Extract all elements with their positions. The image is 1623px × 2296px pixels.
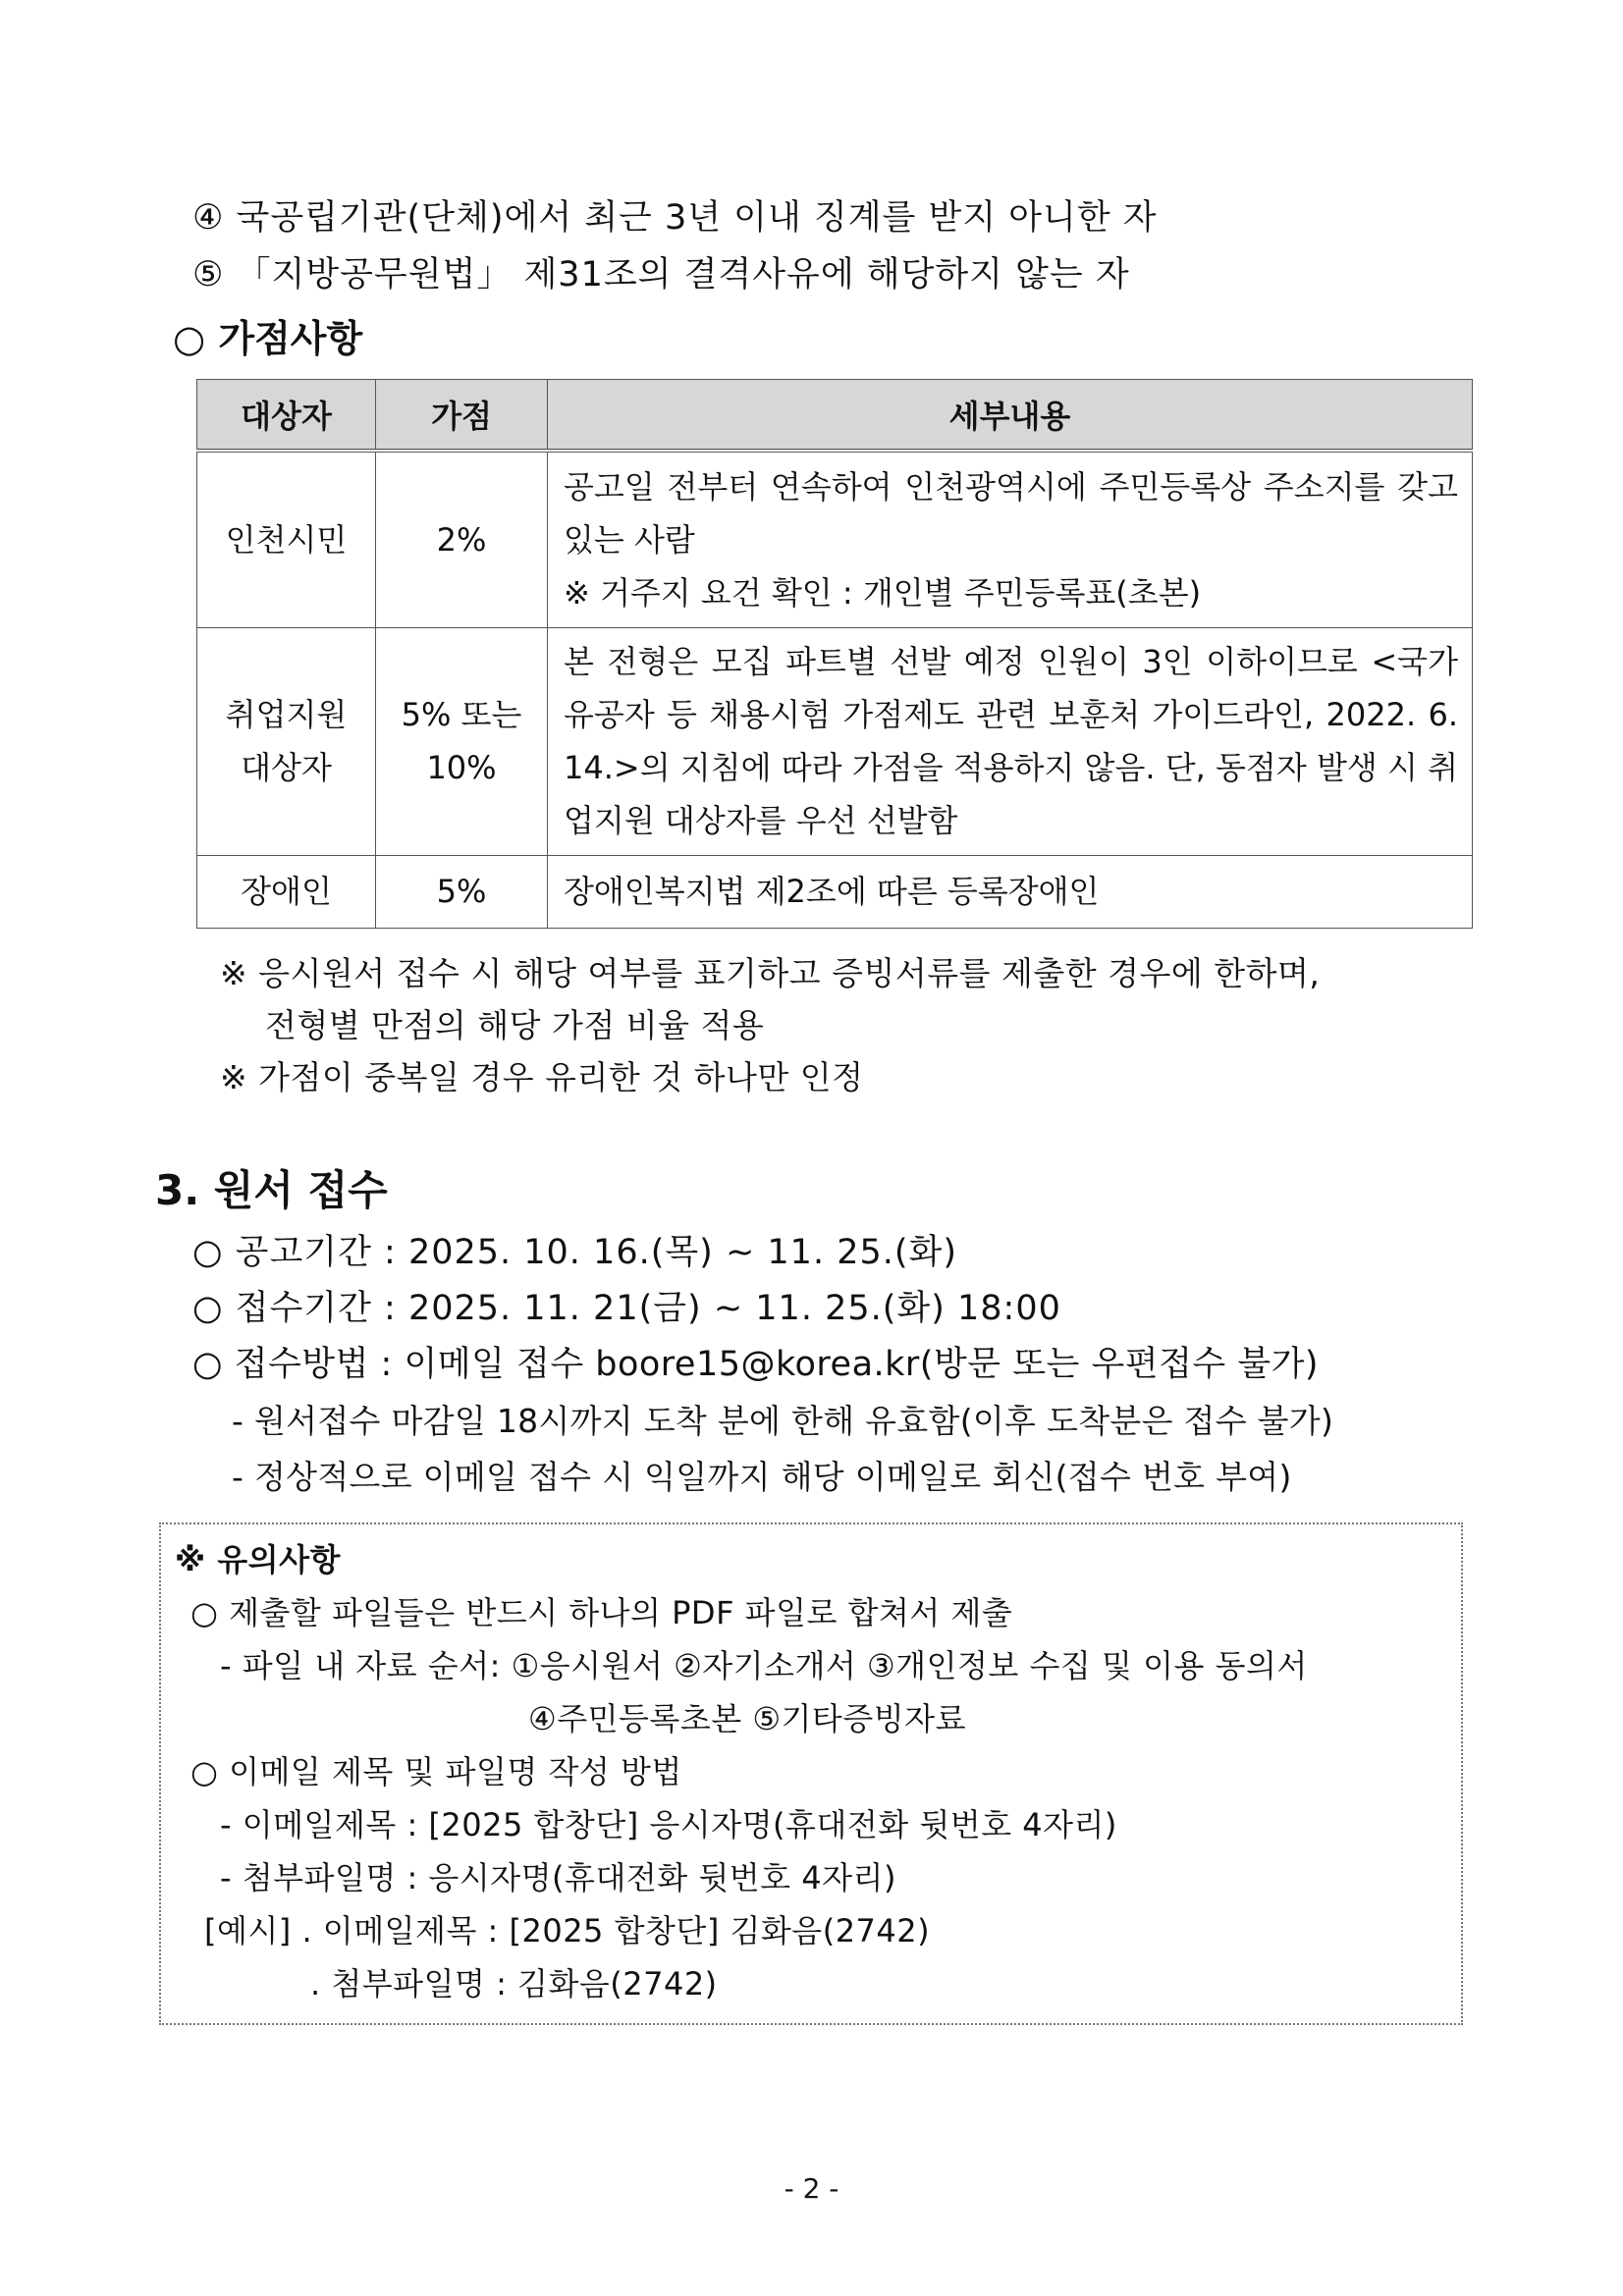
column-header-details: 세부내용 bbox=[548, 380, 1473, 452]
target-cell bbox=[197, 627, 376, 855]
notice-line: ○ 제출할 파일들은 반드시 하나의 PDF 파일로 합쳐서 제출 bbox=[190, 1594, 1013, 1631]
target-cell bbox=[197, 451, 376, 627]
details-text: 장애인복지법 제2조에 따른 등록장애인 bbox=[564, 873, 1100, 910]
application-period: ○ 접수기간 : 2025. 11. 21(금) ~ 11. 25.(화) 18:00 bbox=[192, 1289, 1061, 1328]
details-cell bbox=[548, 855, 1473, 928]
bonus-note-1: ※ 응시원서 접수 시 해당 여부를 표기하고 증빙서류를 제출한 경우에 한하며, bbox=[220, 954, 1321, 992]
application-method: ○ 접수방법 : 이메일 접수 boore15@korea.kr(방문 또는 우편접수 불가) bbox=[192, 1345, 1320, 1384]
application-section-title: 3. 원서 접수 bbox=[155, 1166, 388, 1214]
notice-line: - 첨부파일명 : 응시자명(휴대전화 뒷번호 4자리) bbox=[220, 1859, 896, 1896]
details-cell bbox=[548, 451, 1473, 627]
target-text: 장애인 bbox=[241, 873, 332, 910]
notice-line: - 이메일제목 : [2025 합창단] 응시자명(휴대전화 뒷번호 4자리) bbox=[220, 1806, 1117, 1843]
notice-title: ※ 유의사항 bbox=[175, 1541, 341, 1578]
points-cell bbox=[376, 855, 548, 928]
column-header-target: 대상자 bbox=[197, 380, 376, 452]
points-text: 5% bbox=[436, 873, 487, 910]
points-text: 2% bbox=[436, 520, 487, 559]
points-text: 10% bbox=[426, 749, 497, 786]
application-sub-item-1: - 원서접수 마감일 18시까지 도착 분에 한해 유효함(이후 도착분은 접수 불가) bbox=[232, 1402, 1334, 1440]
target-text: 취업지원 bbox=[225, 696, 348, 733]
target-cell bbox=[197, 855, 376, 928]
points-text: 5% 또는 bbox=[401, 696, 522, 733]
column-header-points: 가점 bbox=[376, 380, 548, 452]
notice-line: ○ 이메일 제목 및 파일명 작성 방법 bbox=[190, 1753, 682, 1790]
qualification-item-5: ⑤ 「지방공무원법」 제31조의 결격사유에 해당하지 않는 자 bbox=[192, 255, 1130, 294]
qualification-item-4: ④ 국공립기관(단체)에서 최근 3년 이내 징계를 받지 아니한 자 bbox=[192, 198, 1158, 238]
application-sub-item-2: - 정상적으로 이메일 접수 시 익일까지 해당 이메일로 회신(접수 번호 부여) bbox=[232, 1458, 1292, 1496]
notice-line: ④주민등록초본 ⑤기타증빙자료 bbox=[528, 1700, 966, 1737]
points-cell bbox=[376, 627, 548, 855]
details-cell bbox=[548, 627, 1473, 855]
bonus-table bbox=[196, 379, 1473, 929]
table-row bbox=[197, 855, 1473, 928]
notice-example-line: . 첨부파일명 : 김화음(2742) bbox=[310, 1965, 718, 2002]
details-note: ※ 거주지 요건 확인 : 개인별 주민등록표(초본) bbox=[564, 573, 1202, 612]
bonus-section-title: ○ 가점사항 bbox=[173, 317, 363, 360]
bonus-note-1-continued: 전형별 만점의 해당 가점 비율 적용 bbox=[265, 1006, 765, 1044]
page-number: - 2 - bbox=[784, 2172, 839, 2205]
points-cell bbox=[376, 451, 548, 627]
details-text: 본 전형은 모집 파트별 선발 예정 인원이 3인 이하이므로 <국가유공자 등 채용시험 가점제도 관련 보훈처 가이드라인, 2022. 6. 14.>의 지침에 따라 가점을 적용하지 않음. 단, 동점자 발생 시 취업지원 대상자를 우선 선발함 bbox=[564, 643, 1458, 839]
notice-box bbox=[159, 1522, 1463, 2025]
target-text: 대상자 bbox=[241, 749, 332, 786]
table-row bbox=[197, 451, 1473, 627]
bonus-note-2: ※ 가점이 중복일 경우 유리한 것 하나만 인정 bbox=[220, 1058, 864, 1096]
table-row bbox=[197, 627, 1473, 855]
notice-line: - 파일 내 자료 순서: ①응시원서 ②자기소개서 ③개인정보 수집 및 이용 동의서 bbox=[220, 1647, 1308, 1684]
details-text: 공고일 전부터 연속하여 인천광역시에 주민등록상 주소지를 갖고 있는 사람 bbox=[564, 467, 1458, 559]
announcement-period: ○ 공고기간 : 2025. 10. 16.(목) ~ 11. 25.(화) bbox=[192, 1233, 957, 1272]
bonus-table-header bbox=[197, 380, 1473, 452]
target-text: 인천시민 bbox=[225, 520, 348, 559]
notice-example-line: [예시] . 이메일제목 : [2025 합창단] 김화음(2742) bbox=[204, 1912, 931, 1949]
